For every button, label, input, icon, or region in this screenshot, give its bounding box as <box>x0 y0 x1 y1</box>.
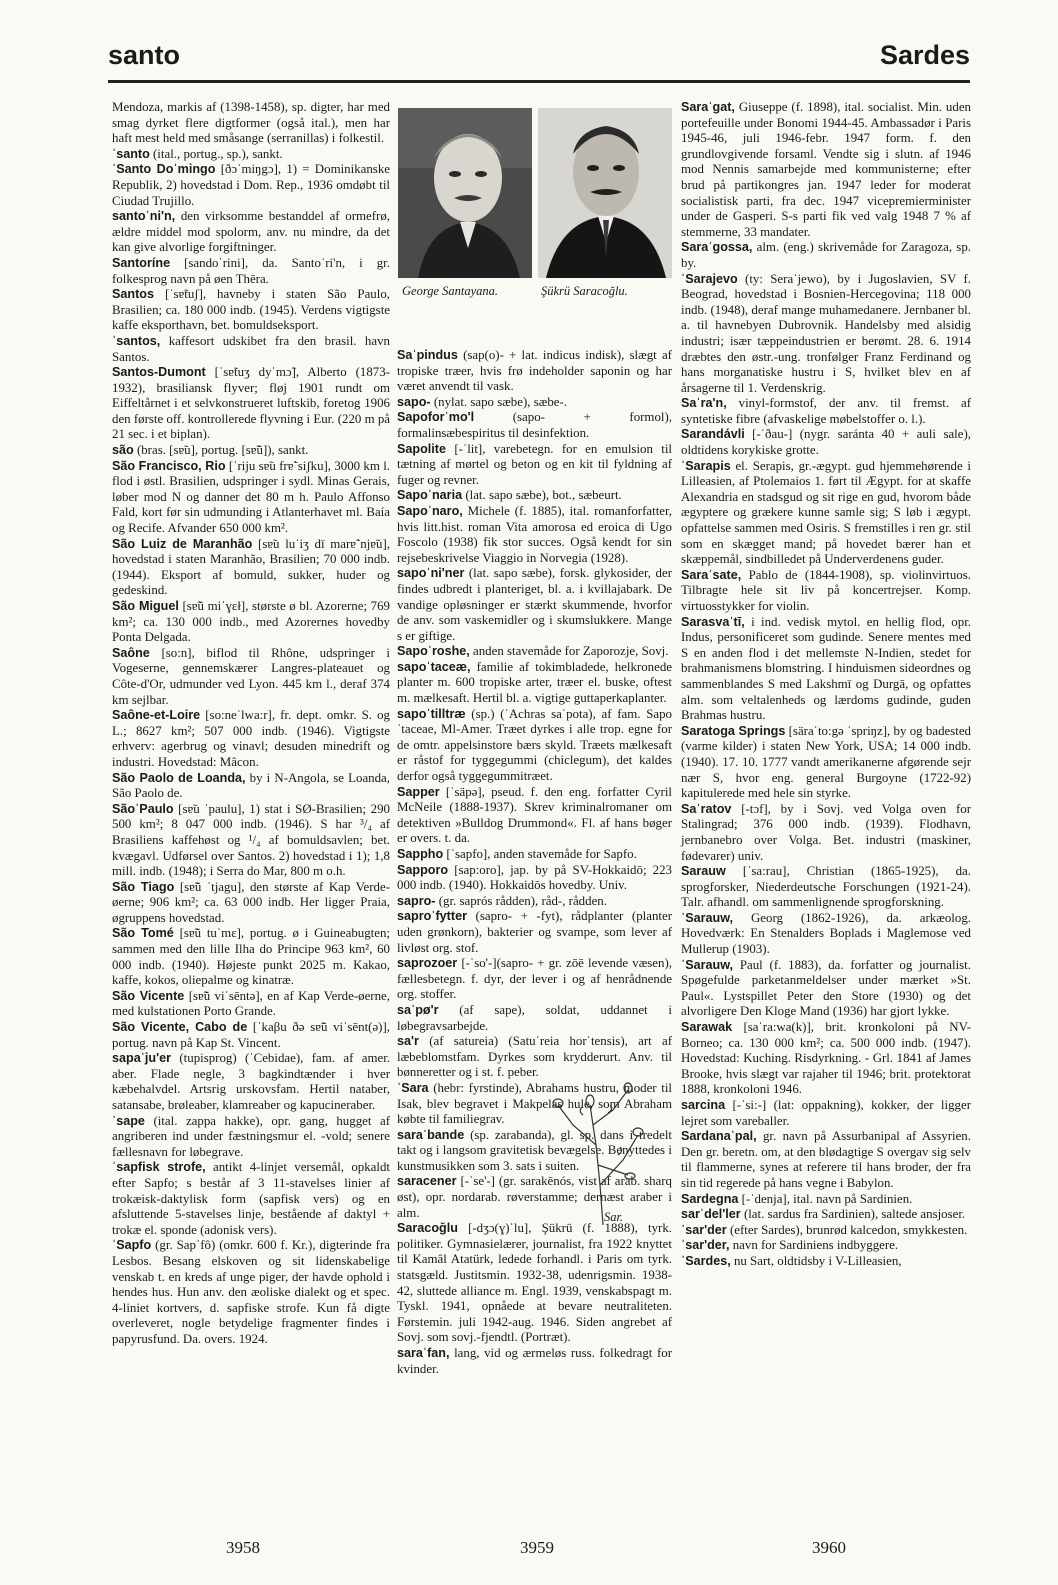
dictionary-entry <box>397 863 672 894</box>
entry-text: [-dʒɔ(ɣ)ˈlu], Şükrü (f. 1888), tyrk. politiker. Gymnasielærer, journalist, fra 1922 knyttet til Kamâl Atatürk, ledede forhandl. i Paris om tyrk. statsgæld. Justitsmin. 1932-38, udenrigsmin. 1938-42, sluttede alliance m. Engl. 1939, venskabspagt m. Tyskl. 1941, opnåede at bevare neutraliteten. Førstemin. juli 1942-aug. 1946. Siden angrebet af Sovj. som sovj.-fjendtl. (Portræt). <box>397 1221 672 1345</box>
dictionary-entry <box>112 443 390 459</box>
entry-text: [sɐ̃ũ tuˈmɛ], portug. ø i Guineabugten; sammen med den lille Ilha do Principe 963 km², 60 000 indb. (1940). Højeste punkt 2025 m. Kakao, kaffe, kokos, oliepalme og kinatræ. <box>112 926 390 988</box>
dictionary-entry <box>681 1020 971 1098</box>
entry-text: by i N-Angola, se Loanda, São Paolo de. <box>112 770 390 801</box>
dictionary-entry <box>397 785 672 847</box>
entry-text: (lat. sapo sæbe), bot., sæbeurt. <box>465 488 622 503</box>
caption-saracoglu: Şükrü Saracoğlu. <box>541 284 628 298</box>
entry-text: lang, vid og ærmeløs russ. folkedragt for kvinder. <box>397 1346 672 1376</box>
entry-text: [sɐ̃ũ miˈɣɛł], største ø bl. Azorerne; 769 km²; ca. 130 000 indb., med Azorernes hovedby Ponta Delgada. <box>112 599 390 645</box>
dictionary-entry <box>681 864 971 911</box>
dictionary-entry <box>397 1003 672 1034</box>
entry-text: [-ˈse'-] (gr. sarakēnós, vist af arab. sharq øst), opr. nordarab. røverstamme; dernæst araber i alm. <box>397 1174 672 1220</box>
entry-text: alm. (eng.) skrivemåde for Zaragoza, sp. by. <box>681 240 971 270</box>
dictionary-entry <box>681 724 971 802</box>
dictionary-entry <box>397 348 672 395</box>
entry-headword: ˈsar'der <box>681 1222 727 1237</box>
entry-headword: sapro- <box>397 893 436 908</box>
dictionary-entry <box>681 958 971 1020</box>
dictionary-entry <box>112 147 390 163</box>
entry-headword: sapoˈtilltræ <box>397 706 466 721</box>
dictionary-entry <box>397 488 672 504</box>
entry-text: (ital. zappa hakke), opr. gang, hugget af angriberen ind under fæstningsmur el. -vold; senere fællesnavn for løbegrave. <box>112 1113 390 1159</box>
entry-headword: sapoˈni'ner <box>397 566 465 581</box>
entry-headword: ˈSanto Doˈmingo <box>112 162 216 177</box>
entry-text: Pablo de (1844-1908), sp. violinvirtuos. Tilbragte hele sit liv på koncertrejser. Komp. virtuosstykker for violin. <box>681 567 971 613</box>
entry-text: (ty: Seraˈjewo), by i Jugoslavien, SV f. Beograd, hovedstad i Bosnien-Hercegovina; 118 000 indb. (1948), deraf mange muhamedanere. Jernbaner bl. a. til havnebyen Dubrovnik. Handelsby med alsidig industri; især tæppeindustrien er berømt. 28. 6. 1914 dræbtes den østr.-ung. tronfølger Franz Ferdinand og hans morganatiske hustru i S, hvilket blev en af årsagerne til 1. Verdenskrig. <box>681 271 971 395</box>
portrait-photos <box>398 108 673 308</box>
entry-text: (nylat. sapo sæbe), sæbe-. <box>433 394 568 409</box>
entry-text: anden stavemåde for Zaporozje, Sovj. <box>473 644 669 659</box>
entry-text: [ˈsäpə], pseud. f. den eng. forfatter Cyril McNeile (1888-1937). Skrev kriminalromaner om detektiven »Bulldog Drummond«. Fl. af hans bøger er overs. t. da. <box>397 784 672 846</box>
entry-headword: São Francisco, Rio <box>112 458 226 473</box>
entry-headword: ˈSapfo <box>112 1238 152 1253</box>
entry-headword: SãoˈPaulo <box>112 801 174 816</box>
entry-text: vinyl-formstof, der anv. til fremst. af syntetiske fibre (afvaskelige møbelstoffer o. l.). <box>681 396 971 426</box>
entry-headword: Sapoˈnaro, <box>397 503 463 518</box>
entry-text: (sapo- + formol), formalinsæbespiritus til desinfektion. <box>397 410 672 440</box>
dictionary-entry <box>112 708 390 770</box>
dictionary-entry <box>681 1238 971 1254</box>
dictionary-entry <box>397 909 672 956</box>
entry-headword: saproˈfytter <box>397 909 467 924</box>
dictionary-entry <box>397 410 672 441</box>
dictionary-entry <box>397 1034 672 1081</box>
entry-headword: Saˈratov <box>681 801 732 816</box>
dictionary-entry <box>397 566 672 644</box>
entry-headword: Saône <box>112 645 150 660</box>
entry-text: Mendoza, markis af (1398-1458), sp. digter, har med smag dyrket flere digtformer (også ital.), men har haft mest held med småsange (serranillas) i folkestil. <box>112 100 390 146</box>
entry-headword: saraˈfan, <box>397 1346 450 1360</box>
dictionary-entry <box>112 771 390 802</box>
page-number-1: 3958 <box>226 1538 260 1557</box>
page-number-2: 3959 <box>520 1538 554 1557</box>
portrait-saracoglu <box>538 108 672 278</box>
figure-caption-sar: Sar. <box>604 1210 624 1224</box>
entry-text: familie af tokimbladede, helkronede planter m. 600 tropiske arter, træer el. buske, oftest m. mælkesaft. Hertil bl. a. vigtige guttaperkaplanter. <box>397 659 672 706</box>
entry-headword: São Vicente <box>112 988 185 1003</box>
entry-headword: ˈsape <box>112 1113 145 1128</box>
entry-headword: ˈSardes, <box>681 1253 731 1268</box>
dictionary-entry <box>112 287 390 334</box>
entry-headword: sarˈdel'ler <box>681 1207 741 1222</box>
entry-text: [sandoˈrini], da. Santoˈri'n, i gr. folkesprog navn på øen Thēra. <box>112 255 390 286</box>
entry-text: (sp. zarabanda), gl. sp. dans i tredelt takt og i langsom gravitetisk bevægelse. Benyttedes i kunstmusikken som 3. sats i suiten. <box>397 1127 672 1173</box>
dictionary-entry <box>397 442 672 489</box>
entry-text: [-ˈdenja], ital. navn på Sardinien. <box>741 1191 913 1206</box>
entry-headword: São Vicente, Cabo de <box>112 1020 248 1035</box>
entry-text: [-tɔf], by i Sovj. ved Volga oven for Stalingrad; 376 000 indb. (1939). Flodhavn, jernbanebro over Volga. Bet. industri (maskiner, fødevarer) univ. <box>681 801 971 863</box>
dictionary-entry <box>397 1346 672 1377</box>
entry-headword: ˈSarauw, <box>681 910 734 925</box>
entry-headword: Sarasvaˈtī, <box>681 614 745 629</box>
dictionary-entry <box>397 894 672 910</box>
entry-text: [saˈra:wa(k)], brit. kronkoloni på NV-Borneo; ca. 130 000 km²; ca. 500 000 indb. (1947). Hovedstad: Kuching. Risdyrkning. - Grl. 1841 af James Brooke, hvis slægt var rajaher til 1946; brit. protektorat 1888, kronkoloni 1946. <box>681 1020 971 1097</box>
entry-text: (lat. sardus fra Sardinien), saltede ansjoser. <box>743 1207 966 1222</box>
entry-headword: sapoˈtaceæ, <box>397 659 471 674</box>
entry-text: (sap(o)- + lat. indicus indisk), slægt af tropiske træer, hvis frø indeholder saponin og har været anvendt til vask. <box>397 348 672 394</box>
entry-headword: São Paolo de Loanda, <box>112 770 246 785</box>
dictionary-entry <box>112 256 390 287</box>
dictionary-entry <box>112 334 390 365</box>
dictionary-entry <box>397 395 672 411</box>
entry-text: [sap:oro], jap. by på SV-Hokkaidō; 223 000 indb. (1940). Hokkaidōs hovedby. Univ. <box>397 862 672 893</box>
entry-text: [ˈsɐ̃tuʒ dyˈmɔ̃], Alberto (1873-1932), brasiliansk flyver; fløj 1901 rundt om Eiffeltårnet i et selvkonstrueret luftskib, foretog 1906 den første off. kontrollerede flyvning i Eur. (220 m på 21 sec. i et biplan). <box>112 365 390 442</box>
entry-headword: sapaˈju'er <box>112 1051 171 1066</box>
dictionary-entry <box>681 1098 971 1129</box>
dictionary-entry <box>397 660 672 707</box>
entry-text: (efter Sardes), brunrød kalcedon, smykkesten. <box>729 1222 968 1237</box>
dictionary-entry <box>681 240 971 271</box>
entry-text: [ˈkaβu ðə sɐ̃ũ viˈsēnt(ə)], portug. navn på Kap St. Vincent. <box>112 1020 390 1050</box>
entry-text: den virksomme bestanddel af ormefrø, ældre middel mod spolorm, anv. nu mindre, da det kan give alvorlige forgiftninger. <box>112 209 390 255</box>
entry-headword: Sarandávli <box>681 427 745 442</box>
entry-headword: Santoríne <box>112 255 171 270</box>
entry-headword: São Luiz de Maranhão <box>112 536 253 551</box>
dictionary-entry <box>112 1114 390 1161</box>
caption-santayana: George Santayana. <box>402 284 499 298</box>
entry-text: Paul (f. 1883), da. forfatter og journalist. Spøgefulde parketanmeldelser under mærket »St. Paul«. Lystspillet Peter den Store (1930) og det alvorligere Den Kloge Mand (1936) har gjort lykke. <box>681 957 971 1019</box>
entry-headword: São Tomé <box>112 926 174 941</box>
entry-text: gr. navn på Assurbanipal af Assyrien. Den gr. beretn. om, at den blødagtige S overgav sig selv til flammerne, synes at referere til hans broder, der fra sin tid regerede på hans vegne i Babylon. <box>681 1129 971 1190</box>
entry-headword: ˈSarapis <box>681 458 731 473</box>
entry-text: (sp.) (ˈAchras saˈpota), af fam. Sapoˈtaceae, Ml-Amer. Træet dyrkes i alle trop. egne for de omtr. appelsinstore bærs skyld. Træets mælkesaft er råstof for tyggegummi (chiclegum), det kaldes derfor også tyggegummitræet. <box>397 706 672 784</box>
entry-text: (lat. sapo sæbe), forsk. glykosider, der findes udbredt i planteriget, bl. a. i kvillajabark. De vandige opløsninger er stærkt skummende, hvorfor de anv. som vaskemidler og i skumslukkere. Mange s er giftige. <box>397 566 672 643</box>
entry-text: el. Serapis, gr.-ægypt. gud hjemmehørende i Lilleasien, af Ptolemaios 1. ført til Ægypt. for at skaffe Alexandria en stadsgud og sit rige en gud, hvorom både ægyptere og grækere kunne samle sig; S løb i ægypt. opfattelse sammen med Osiris. S fremstilles i ren gr. stil som en skægget mand; på hovedet bærer han et skæppemål, sindbilledet på Underverdenens guder. <box>681 458 971 567</box>
entry-headword: ˈSara <box>397 1080 429 1095</box>
entry-headword: sapo- <box>397 394 431 409</box>
entry-text: i ind. vedisk mytol. en hellig flod, opr. Indus, personificeret som gudinde. Senere mentes med S en anden flod i det mellemste N-Indien, stedet for brahmanismens blomstring. I hinduismen sideordnes og sammenblandes S med Lakshmī og Durgā, og opfattes alm. som veltalenheds og lærdoms gudinde, guden Brahmas hustru. <box>681 614 971 723</box>
running-head-right: Sardes <box>879 40 970 70</box>
dictionary-entry <box>112 646 390 708</box>
dictionary-entry <box>397 1221 672 1346</box>
entry-text: Giuseppe (f. 1898), ital. socialist. Min. uden portefeuille under Bonomi 1944-45. Ambassadør i Paris 1945-46, juli 1946-febr. 1947 form. f. den grundlovgivende forsaml. Vendte sig i slutn. af 1946 mod Nennis samarbejde med kommunisterne; efter brud på partikongres jan. 1947 leder for moderat socialistisk parti, fra dec. 1947 vicepremierminister under de Gasperi. S-s parti fik ved valg 1948 7 % af stemmerne, 33 mandater. <box>681 100 971 239</box>
dictionary-entry <box>112 1160 390 1238</box>
dictionary-entry <box>112 989 390 1020</box>
entry-text: [ˈsapfo], anden stavemåde for Sapfo. <box>446 847 637 861</box>
entry-headword: São Tiago <box>112 879 175 894</box>
entry-text: Georg (1862-1926), da. arkæolog. Hovedværk: En Stenalders Boplads i Maglemose ved Mullerup (1903). <box>681 910 971 957</box>
entry-headword: ˈsantos, <box>112 333 161 348</box>
dictionary-entry <box>112 1020 390 1051</box>
entry-text: [säraˈto:gə ˈspriŋz], by og badested (varme kilder) i staten New York, USA; 14 000 indb. (1940). 17. 10. 1777 vandt amerikanerne afgørende sejr nær S, hvor eng. general Burgoyne (1722-92) kapitulerede med hele sin styrke. <box>681 723 972 801</box>
entry-text: [sɐ̃ũ viˈsēntə], en af Kap Verde-øerne, med kulstationen Porto Grande. <box>112 988 390 1019</box>
entry-text: [so:neˈlwa:r], fr. dept. omkr. S. og L.; 8627 km²; 507 000 indb. (1946). Vigtigste erhverv: agerbrug og vinavl; desuden minedrift og industri. Hovedstad: Mâcon. <box>112 708 390 769</box>
dictionary-entry <box>681 1129 971 1191</box>
entry-text: [sɐ̃u luˈiʒ dī marɐ̃ˈnjɐ̃u], hovedstad i staten Maranhão, Brasilien; 70 000 indb. (1944). Eksport af bomuld, sukker, huder og gedeskind. <box>112 536 390 598</box>
entry-headword: ˈSarajevo <box>681 271 738 286</box>
entry-text: (af sape), soldat, uddannet i løbegravsarbejde. <box>397 1002 672 1033</box>
entry-text: [ˈsa:rau], Christian (1865-1925), da. sprogforsker, Niederdeutsche Forschungen (1921-24). Talr. afhandl. om sammenlignende sprogforskning. <box>681 864 971 910</box>
column-3 <box>681 100 971 1270</box>
entry-headword: Santos-Dumont <box>112 365 206 380</box>
entry-text: [-ˈsi:-] (lat: oppakning), kokker, der ligger lejret som vareballer. <box>681 1098 971 1128</box>
dictionary-entry <box>112 926 390 988</box>
dictionary-entry <box>112 100 390 147</box>
dictionary-entry <box>397 956 672 1003</box>
entry-text: (gr. Sapˈfô) (omkr. 600 f. Kr.), digterinde fra Lesbos. Besang elskoven og sit lidenskabelige venskab t. en kreds af unge piger, der havde ophold i hendes hus. Hun anv. den æoliske dialekt og et spec. 4-liniet kortvers, d. sapfiske strofe. Kun få digte overleveret, nogle betydelige fragmenter findes i papyrusfund. Da. overs. 1924. <box>112 1238 390 1346</box>
dictionary-entry <box>112 599 390 646</box>
entry-text: kaffesort udskibet fra den brasil. havn Santos. <box>112 333 390 364</box>
dictionary-entry <box>681 1207 971 1223</box>
dictionary-entry <box>681 272 971 397</box>
dictionary-entry <box>112 537 390 599</box>
dictionary-entry <box>397 504 672 566</box>
entry-headword: sa'r <box>397 1034 419 1049</box>
dictionary-entry <box>681 802 971 864</box>
entry-text: nu Sart, oldtidsby i V-Lilleasien, <box>733 1253 902 1268</box>
entry-headword: Sapoˈroshe, <box>397 644 470 659</box>
entry-text: (gr. saprós rådden), råd-, rådden. <box>438 893 607 908</box>
entry-text: [sɐ̃u ˈpaulu], 1) stat i SØ-Brasilien; 290 500 km²; 8 047 000 indb. (1946). S har ³/₄ af Brasiliens kaffehøst og ¹/₄ af bomuldsavlen; bet. kvægavl. Udførsel over Santos. 2) hovedstad i 1); 1,8 mill. indb. (1948); i Serra do Mar, 800 m o.h. <box>112 801 390 879</box>
entry-headword: ˈsapfisk strofe, <box>112 1160 206 1175</box>
dictionary-entry <box>112 1238 390 1347</box>
entry-headword: Sapolite <box>397 441 446 456</box>
entry-headword: Saratoga Springs <box>681 723 786 738</box>
entry-text: [ˈsɐ̃tuʃ], havneby i staten São Paulo, Brasilien; ca. 180 000 indb. (1945). Verdens vigtigste kaffe eksporthavn, bet. bomuldseksport. <box>112 287 390 333</box>
header-rule <box>108 80 970 83</box>
entry-headword: são <box>112 443 134 458</box>
entry-headword: São Miguel <box>112 599 179 613</box>
dictionary-entry <box>681 459 971 568</box>
entry-headword: sarcina <box>681 1098 726 1112</box>
dictionary-entry <box>681 1254 971 1270</box>
dictionary-entry <box>112 459 390 537</box>
page-number-3: 3960 <box>812 1538 846 1557</box>
entry-text: [ˈriju sɐ̃u frɐ̃ˈsiʃku], 3000 km l. flod i østl. Brasilien, udspringer i sydl. Minas Gerais, løber mod N og danner det 80 m h. Paulo Affonso Fald, kort før sin udmunding i Atlanterhavet ml. Baía og Recife. Afvander 650 000 km². <box>112 458 390 536</box>
entry-headword: Saraˈgat, <box>681 100 735 114</box>
entry-text: [-ˈlit], varebetegn. for en emulsion til tætning af mørtel og beton og en kit til fyldning af fuger og revner. <box>397 441 672 487</box>
entry-headword: Saône-et-Loire <box>112 708 201 723</box>
dictionary-entry <box>681 615 971 724</box>
dictionary-entry <box>112 802 390 880</box>
entry-headword: santoˈni'n, <box>112 209 176 224</box>
dictionary-entry <box>397 644 672 660</box>
dictionary-entry <box>112 880 390 927</box>
entry-headword: saraˈbande <box>397 1127 465 1142</box>
dictionary-entry <box>681 427 971 458</box>
dictionary-entry <box>681 1192 971 1208</box>
column-1 <box>112 100 390 1348</box>
entry-headword: Saracoğlu <box>397 1221 458 1236</box>
entry-text: [-ˈðau-] (nygr. saránta 40 + auli sale), oldtidens korykiske grotte. <box>681 427 971 458</box>
dictionary-entry <box>112 209 390 256</box>
entry-text: navn for Sardiniens indbyggere. <box>732 1238 899 1253</box>
entry-headword: Sapoˈnaria <box>397 488 463 503</box>
dictionary-entry <box>112 365 390 443</box>
entry-text: (sapro- + -fyt), rådplanter (planter uden grønkorn), bakterier og svampe, som lever af livløst org. stof. <box>397 909 672 955</box>
dictionary-entry <box>397 847 672 863</box>
entry-headword: Saˈra'n, <box>681 396 727 411</box>
entry-headword: Sapper <box>397 784 440 799</box>
entry-headword: saracener <box>397 1174 457 1189</box>
portrait-santayana <box>398 108 532 278</box>
entry-text: Michele (f. 1885), ital. romanforfatter, hvis litt.hist. roman Vita amorosa ed eroica di Ugo Foscolo (1938) fik stor succes. Også kendt for sin rejsebeskrivelse Viaggio in Norvegia (1928). <box>397 503 672 565</box>
dictionary-entry <box>112 162 390 209</box>
entry-text: [sɐ̃ũ ˈtjagu], den største af Kap Verde-øerne; 906 km²; ca. 63 000 indb. Her ligger Praia, øgruppens hovedstad. <box>112 879 390 925</box>
entry-headword: Sarawak <box>681 1020 733 1035</box>
entry-text: [ðɔˈmiŋgɔ], 1) = Dominikanske Republik, 2) hovedstad i Dom. Rep., 1936 omdøbt til Ciudad Trujillo. <box>112 162 390 208</box>
entry-headword: Sapporo <box>397 862 449 877</box>
dictionary-entry <box>681 911 971 958</box>
savory-plant-illustration <box>538 1075 668 1225</box>
entry-headword: Saraˈgossa, <box>681 240 753 255</box>
running-head-left: santo <box>108 40 181 70</box>
dictionary-entry <box>681 568 971 615</box>
entry-headword: Saˈpindus <box>397 348 458 362</box>
entry-headword: Sapoforˈmo'l <box>397 410 475 425</box>
entry-headword: Sarauw <box>681 864 726 879</box>
entry-text: [-ˈso'-](sapro- + gr. zōē levende væsen), fællesbetegn. f. dyr, der lever i og af henrådnende org. stoffer. <box>397 956 672 1002</box>
entry-text: (ital., portug., sp.), sankt. <box>153 146 283 161</box>
entry-text: (hebr: fyrstinde), Abrahams hustru, moder til Isak, blev begravet i Makpelas hule, som Abraham købte til familiegrav. <box>397 1080 672 1127</box>
dictionary-entry <box>681 1223 971 1239</box>
entry-text: (bras. [sɐ̃u], portug. [sɐ̃ũ]), sankt. <box>136 443 309 458</box>
entry-text: (tupisprog) (ˈCebidae), fam. af amer. aber. Flade negle, 3 bagkindtænder i hver kæbehalvdel. Artsrig urskovsfam. Hertil nataber, satansabe, brøleaber, klamreaber og kapucineraber. <box>112 1051 390 1112</box>
entry-text: antikt 4-linjet versemål, opkaldt efter Sapfo; s består af 3 11-stavelses linier af trokæisk-daktylisk form (sapfisk vers) og en afsluttende 5-stavelses linje, bestående af daktyl + trokæ el. sponde (adonisk vers). <box>112 1160 390 1237</box>
dictionary-entry <box>681 396 971 427</box>
entry-text: (af satureia) (Satuˈreia horˈtensis), art af læbeblomstfam. Dyrkes som krydderurt. Anv. til bønneretter og i st. f. peber. <box>397 1034 672 1080</box>
dictionary-entry <box>681 100 971 240</box>
entry-headword: Sardanaˈpal, <box>681 1129 757 1144</box>
dictionary-entry <box>112 1051 390 1113</box>
dictionary-entry <box>397 707 672 785</box>
entry-headword: Saraˈsate, <box>681 567 742 582</box>
entry-text: [so:n], biflod til Rhône, udspringer i Vogeserne, gennemskærer Langres-plateauet og Côte-d'Or, udmunder ved Lyon. 445 km l., deraf 374 km sejlbar. <box>112 645 390 707</box>
entry-headword: Sappho <box>397 847 444 861</box>
entry-headword: saˈpø'r <box>397 1002 439 1017</box>
entry-headword: saprozoer <box>397 956 458 971</box>
entry-headword: ˈsar'der, <box>681 1238 730 1253</box>
entry-headword: Santos <box>112 287 154 302</box>
entry-headword: Sardegna <box>681 1191 739 1206</box>
entry-headword: ˈSarauw, <box>681 957 734 972</box>
entry-headword: ˈsanto <box>112 146 150 161</box>
